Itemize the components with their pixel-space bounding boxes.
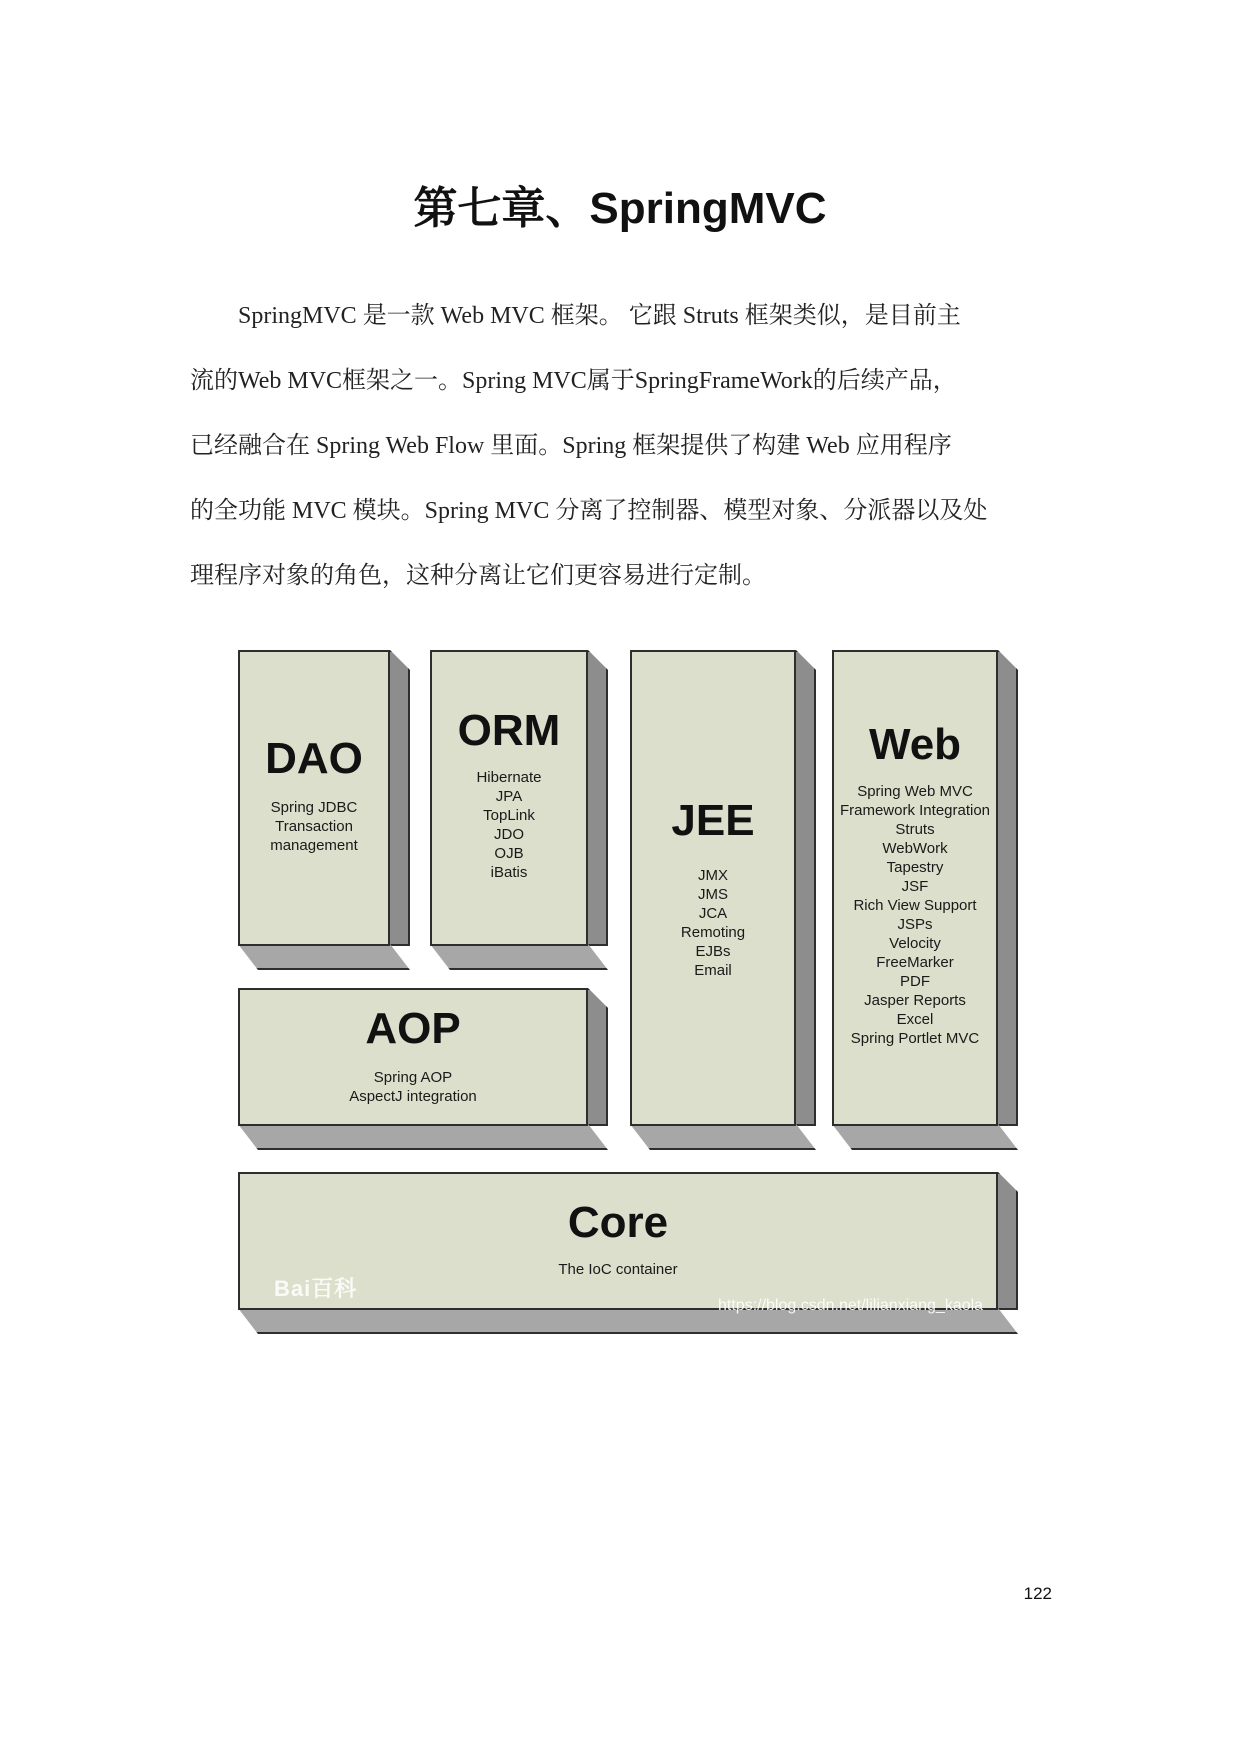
module-item: Spring Portlet MVC bbox=[850, 1030, 980, 1047]
aop-heading: AOP bbox=[365, 1004, 461, 1053]
dao-heading: DAO bbox=[265, 734, 363, 783]
paragraph-line: 理程序对象的角色，这种分离让它们更容易进行定制。 bbox=[190, 563, 766, 589]
url-watermark: https://blog.csdn.net/lilianxiang_kaola bbox=[718, 1297, 984, 1314]
module-item: JMS bbox=[698, 886, 728, 903]
module-item: JPA bbox=[495, 788, 523, 805]
web-module bbox=[832, 650, 1018, 1150]
page-number: 122 bbox=[1023, 1584, 1052, 1603]
module-item: OJB bbox=[494, 845, 524, 862]
module-item: Spring Web MVC bbox=[857, 783, 973, 800]
jee-heading: JEE bbox=[671, 796, 755, 845]
module-item: management bbox=[270, 837, 358, 854]
module-item: Struts bbox=[895, 821, 935, 838]
module-item: JSPs bbox=[897, 916, 933, 933]
module-item: JCA bbox=[698, 905, 728, 922]
paragraph-line: 的全功能 MVC 模块。Spring MVC 分离了控制器、模型对象、分派器以及处 bbox=[190, 498, 988, 524]
chapter-title: 第七章、SpringMVC bbox=[413, 184, 827, 233]
orm-module bbox=[430, 650, 608, 970]
module-item: AspectJ integration bbox=[349, 1088, 477, 1105]
core-heading: Core bbox=[567, 1198, 669, 1247]
module-item: Spring AOP bbox=[373, 1069, 453, 1086]
module-item: TopLink bbox=[483, 807, 535, 824]
module-item: JMX bbox=[698, 867, 728, 884]
module-item: iBatis bbox=[490, 864, 528, 881]
paragraph-line: 已经融合在 Spring Web Flow 里面。Spring 框架提供了构建 Web 应用程序 bbox=[190, 433, 952, 459]
core-items bbox=[240, 1260, 996, 1279]
paragraph-line: 流的Web MVC框架之一。Spring MVC属于SpringFrameWork的后续产品， bbox=[190, 368, 957, 394]
module-item: The IoC container bbox=[558, 1261, 678, 1278]
aop-items bbox=[240, 1068, 586, 1106]
orm-heading: ORM bbox=[457, 706, 561, 755]
jee-module bbox=[630, 650, 816, 1150]
module-item: PDF bbox=[900, 973, 930, 990]
aop-module bbox=[238, 988, 608, 1150]
web-items bbox=[834, 782, 996, 1048]
module-item: Email bbox=[694, 962, 732, 979]
module-item: Tapestry bbox=[886, 859, 944, 876]
core-module bbox=[238, 1172, 1018, 1334]
paragraph-line: SpringMVC 是一款 Web MVC 框架。 它跟 Struts 框架类似，是目前主 bbox=[238, 303, 961, 329]
module-item: WebWork bbox=[882, 840, 948, 857]
orm-items bbox=[432, 768, 586, 882]
jee-items bbox=[632, 866, 794, 980]
module-item: Transaction bbox=[275, 818, 353, 835]
dao-items bbox=[240, 798, 388, 855]
module-item: Spring JDBC bbox=[270, 799, 358, 816]
module-item: Hibernate bbox=[476, 769, 542, 786]
module-item: Rich View Support bbox=[853, 897, 977, 914]
web-heading: Web bbox=[868, 720, 962, 769]
module-item: Remoting bbox=[680, 924, 746, 941]
module-item: Velocity bbox=[889, 935, 941, 952]
module-item: JDO bbox=[494, 826, 524, 843]
intro-paragraph bbox=[190, 284, 1058, 609]
module-item: Jasper Reports bbox=[864, 992, 966, 1009]
module-item: JSF bbox=[901, 878, 929, 895]
module-item: Excel bbox=[896, 1011, 934, 1028]
module-item: Framework Integration bbox=[839, 802, 991, 819]
dao-module bbox=[238, 650, 410, 970]
baidu-watermark: Bai百科 bbox=[274, 1276, 358, 1301]
module-item: EJBs bbox=[695, 943, 731, 960]
module-item: FreeMarker bbox=[876, 954, 954, 971]
